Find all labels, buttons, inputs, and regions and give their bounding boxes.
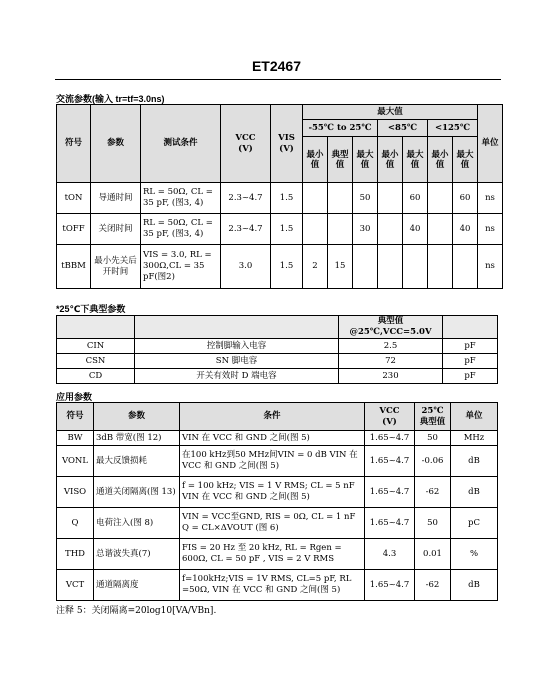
typ-cell-value: 2.5 xyxy=(339,339,443,354)
app-cell-value: 0.01 xyxy=(415,539,451,570)
ac-cell-c7: 60 xyxy=(453,183,478,214)
table-row xyxy=(57,183,503,214)
ac-cell-unit: ns xyxy=(478,183,503,214)
ac-cell-param: 最小先关后开时间 xyxy=(91,245,141,289)
ac-cell-param: 导通时间 xyxy=(91,183,141,214)
ac-header-typ: 典型值 xyxy=(328,137,353,183)
ac-cell-c2 xyxy=(328,183,353,214)
ac-cell-cond: RL = 50Ω, CL = 35 pF, (图3, 4) xyxy=(141,183,221,214)
app-cell-symbol: VISO xyxy=(57,477,94,508)
ac-header-vis xyxy=(271,105,303,183)
app-header-cond: 条件 xyxy=(180,403,365,431)
typ-cell-symbol: CSN xyxy=(57,354,135,369)
app-cell-cond: f=100kHz;VIS = 1V RMS, CL=5 pF, RL =50Ω, VIN 在 VCC 和 GND 之间(图 5) xyxy=(180,570,365,601)
app-cell-vcc: 4.3 xyxy=(365,539,415,570)
ac-cell-vis: 1.5 xyxy=(271,245,303,289)
ac-params-table xyxy=(56,104,503,289)
app-cell-unit: % xyxy=(451,539,498,570)
ac-header-min-2: 最小值 xyxy=(378,137,403,183)
app-cell-symbol: VCT xyxy=(57,570,94,601)
ac-header-temp1: -55℃ to 25℃ xyxy=(303,120,378,137)
ac-cell-symbol: tBBM xyxy=(57,245,91,289)
table-row xyxy=(57,339,498,354)
app-cell-param: 3dB 带宽(图 12) xyxy=(94,431,180,446)
ac-cell-c5: 40 xyxy=(403,214,428,245)
app-cell-vcc: 1.65~4.7 xyxy=(365,570,415,601)
ac-header-cond: 测试条件 xyxy=(141,105,221,183)
app-cell-unit: dB xyxy=(451,446,498,477)
ac-cell-unit: ns xyxy=(478,245,503,289)
ac-header-unit: 单位 xyxy=(478,105,503,183)
typ-cell-unit: pF xyxy=(443,354,498,369)
app-cell-param: 总谐波失真(7) xyxy=(94,539,180,570)
ac-header-maxv-2: 最大值 xyxy=(403,137,428,183)
table-row xyxy=(57,431,498,446)
ac-cell-c1: 2 xyxy=(303,245,328,289)
table-row xyxy=(57,477,498,508)
table-row xyxy=(57,570,498,601)
ac-cell-vis: 1.5 xyxy=(271,214,303,245)
app-cell-value: 50 xyxy=(415,431,451,446)
ac-cell-unit: ns xyxy=(478,214,503,245)
ac-cell-c3: 30 xyxy=(353,214,378,245)
app-header-typ-label: 典型值 xyxy=(419,416,446,427)
ac-header-temp2: <85℃ xyxy=(378,120,428,137)
ac-header-maxv-3: 最大值 xyxy=(453,137,478,183)
ac-cell-c6 xyxy=(428,214,453,245)
app-cell-value: -62 xyxy=(415,570,451,601)
app-cell-param: 电荷注入(图 8) xyxy=(94,508,180,539)
typ-cell-symbol: CD xyxy=(57,369,135,384)
ac-cell-vcc: 2.3~4.7 xyxy=(221,214,271,245)
app-cell-vcc: 1.65~4.7 xyxy=(365,477,415,508)
app-cell-symbol: VONL xyxy=(57,446,94,477)
ac-header-vis-unit: (V) xyxy=(279,143,294,154)
ac-cell-c4 xyxy=(378,214,403,245)
table-row xyxy=(57,446,498,477)
ac-cell-c4 xyxy=(378,183,403,214)
ac-cell-cond: VIS = 3.0, RL = 300Ω,CL = 35 pF(图2) xyxy=(141,245,221,289)
ac-cell-c7 xyxy=(453,245,478,289)
ac-cell-c6 xyxy=(428,245,453,289)
app-cell-cond: VIN = VCC至GND, RIS = 0Ω, CL = 1 nF Q = CL×ΔVOUT (图 6) xyxy=(180,508,365,539)
app-header-temp xyxy=(415,403,451,431)
footnote: 注释 5：关闭隔离=20log10[VA/VBn]. xyxy=(56,606,217,616)
typ-header-blank-1 xyxy=(57,316,135,339)
app-section-caption: 应用参数 xyxy=(56,392,93,402)
table-row xyxy=(57,369,498,384)
app-header-unit: 单位 xyxy=(451,403,498,431)
title-divider xyxy=(55,79,501,80)
typ-section-caption: *25℃下典型参数 xyxy=(56,304,126,314)
typ-cell-unit: pF xyxy=(443,339,498,354)
ac-header-max: 最大值 xyxy=(303,105,478,120)
ac-header-vcc-label: VCC xyxy=(235,132,256,143)
app-cell-vcc: 1.65~4.7 xyxy=(365,431,415,446)
ac-cell-vcc: 2.3~4.7 xyxy=(221,183,271,214)
ac-cell-vis: 1.5 xyxy=(271,183,303,214)
ac-header-maxv-1: 最大值 xyxy=(353,137,378,183)
app-cell-symbol: BW xyxy=(57,431,94,446)
app-header-symbol: 符号 xyxy=(57,403,94,431)
app-cell-symbol: Q xyxy=(57,508,94,539)
app-cell-vcc: 1.65~4.7 xyxy=(365,508,415,539)
typ-header: 典型值@25℃,VCC=5.0V xyxy=(339,316,443,339)
typ-cell-value: 230 xyxy=(339,369,443,384)
app-header-param: 参数 xyxy=(94,403,180,431)
ac-cell-c5 xyxy=(403,245,428,289)
ac-section-caption: 交流参数(输入 tr=tf=3.0ns) xyxy=(56,94,165,104)
app-cell-value: -62 xyxy=(415,477,451,508)
app-cell-unit: dB xyxy=(451,477,498,508)
app-cell-value: -0.06 xyxy=(415,446,451,477)
ac-cell-c5: 60 xyxy=(403,183,428,214)
typ-header-blank-2 xyxy=(135,316,339,339)
typ-cell-symbol: CIN xyxy=(57,339,135,354)
ac-header-symbol: 符号 xyxy=(57,105,91,183)
app-cell-value: 50 xyxy=(415,508,451,539)
ac-cell-cond: RL = 50Ω, CL = 35 pF, (图3, 4) xyxy=(141,214,221,245)
app-cell-cond: VIN 在 VCC 和 GND 之间(图 5) xyxy=(180,431,365,446)
table-row xyxy=(57,214,503,245)
typ-params-table xyxy=(56,315,498,384)
ac-header-temp3: <125℃ xyxy=(428,120,478,137)
ac-cell-c3: 50 xyxy=(353,183,378,214)
app-cell-cond: FIS = 20 Hz 至 20 kHz, RL = Rgen = 600Ω, CL = 50 pF , VIS = 2 V RMS xyxy=(180,539,365,570)
ac-cell-c6 xyxy=(428,183,453,214)
ac-cell-c4 xyxy=(378,245,403,289)
app-header-vcc-unit: (V) xyxy=(382,416,397,427)
ac-cell-c3 xyxy=(353,245,378,289)
typ-cell-desc: 开关有效时 D 端电容 xyxy=(135,369,339,384)
table-row xyxy=(57,354,498,369)
app-cell-unit: pC xyxy=(451,508,498,539)
app-cell-param: 通道关闭隔离(图 13) xyxy=(94,477,180,508)
app-header-vcc-label: VCC xyxy=(379,405,400,416)
app-params-table xyxy=(56,402,498,601)
app-header-vcc xyxy=(365,403,415,431)
app-cell-cond: 在100 kHz到50 MHz间VIN = 0 dB VIN 在 VCC 和 GND 之间(图 5) xyxy=(180,446,365,477)
ac-cell-c2: 15 xyxy=(328,245,353,289)
ac-header-min-3: 最小值 xyxy=(428,137,453,183)
app-cell-vcc: 1.65~4.7 xyxy=(365,446,415,477)
ac-header-vcc-unit: (V) xyxy=(238,143,253,154)
ac-header-param: 参数 xyxy=(91,105,141,183)
typ-cell-unit: pF xyxy=(443,369,498,384)
table-row xyxy=(57,245,503,289)
app-cell-param: 通道隔离度 xyxy=(94,570,180,601)
ac-header-vis-label: VIS xyxy=(278,132,295,143)
typ-header-blank-3 xyxy=(443,316,498,339)
table-row xyxy=(57,508,498,539)
app-cell-unit: MHz xyxy=(451,431,498,446)
ac-header-vcc xyxy=(221,105,271,183)
ac-cell-param: 关闭时间 xyxy=(91,214,141,245)
ac-cell-c7: 40 xyxy=(453,214,478,245)
page-title: ET2467 xyxy=(251,58,302,74)
ac-cell-symbol: tON xyxy=(57,183,91,214)
typ-cell-desc: SN 脚电容 xyxy=(135,354,339,369)
typ-cell-desc: 控制脚输入电容 xyxy=(135,339,339,354)
app-cell-cond: f = 100 kHz; VIS = 1 V RMS; CL = 5 nF VIN 在 VCC 和 GND 之间(图 5) xyxy=(180,477,365,508)
ac-cell-c2 xyxy=(328,214,353,245)
ac-cell-vcc: 3.0 xyxy=(221,245,271,289)
ac-cell-c1 xyxy=(303,214,328,245)
typ-cell-value: 72 xyxy=(339,354,443,369)
app-cell-symbol: THD xyxy=(57,539,94,570)
table-row xyxy=(57,539,498,570)
ac-cell-symbol: tOFF xyxy=(57,214,91,245)
app-cell-param: 最大反馈损耗 xyxy=(94,446,180,477)
app-header-temp-label: 25℃ xyxy=(421,405,444,416)
ac-cell-c1 xyxy=(303,183,328,214)
app-cell-unit: dB xyxy=(451,570,498,601)
ac-header-min: 最小值 xyxy=(303,137,328,183)
